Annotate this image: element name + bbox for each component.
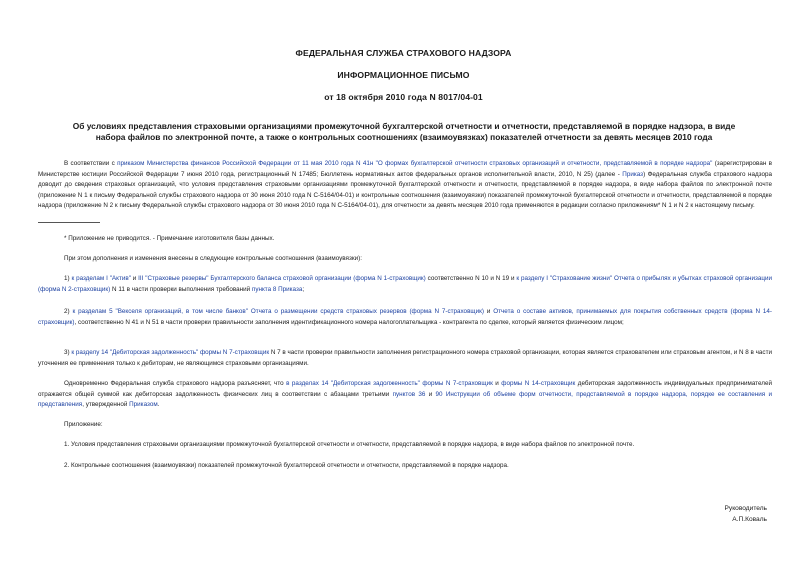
link-assets-report[interactable]: Отчета о составе активов, принимаемых для покрытия собственных средств (форма N 14-страховщик) xyxy=(38,308,772,326)
link-sections-14-form-7[interactable]: в разделах 14 "Дебиторская задолженность" формы N 7-страховщик xyxy=(286,380,493,387)
link-order[interactable]: Приказ xyxy=(622,170,644,178)
link-item-36[interactable]: пунктов 36 xyxy=(392,390,426,398)
link-order-41n[interactable]: приказом Министерства финансов Российской Федерации от 11 мая 2010 года N 41н "О формах бухгалтерской отчетности страховых организаций и отчетности, представляемой в порядке надзора" xyxy=(117,160,713,167)
link-section-iii-reserves[interactable]: III "Страховые резервы" Бухгалтерского баланса страховой организации (форма N 1-страховщик) xyxy=(138,275,426,282)
subject-line-2: набора файлов по электронной почте, а также о контрольных соотношениях (взаимоувязках) показателей отчетности за девять месяцев 2010 года xyxy=(95,132,713,142)
document-date-number: от 18 октября 2010 года N 8017/04-01 xyxy=(324,92,483,102)
link-order-approved[interactable]: Приказом xyxy=(129,401,158,408)
link-section-i-life-insurance[interactable]: к разделу I "Страхование жизни" Отчета о прибылях и убытках страховой организации (форма N 2-страховщик) xyxy=(38,275,772,293)
signatory-name: А.П.Коваль xyxy=(732,516,767,523)
link-order-item-8[interactable]: пункта 8 Приказа xyxy=(251,285,303,293)
appendix-item-1: 1. Условия представления страховыми организациями промежуточной бухгалтерской отчетности и отчетности, представляемой в порядке надзора, в виде набора файлов по электронной почте. xyxy=(64,441,635,448)
agency-title: ФЕДЕРАЛЬНАЯ СЛУЖБА СТРАХОВОГО НАДЗОРА xyxy=(295,48,512,58)
appendix-item-2: 2. Контрольные соотношения (взаимоувязки) показателей промежуточной бухгалтерской отчетности и отчетности, представляемой в порядке надзора. xyxy=(64,462,509,469)
link-item-90-instruction[interactable]: 90 Инструкции об объеме форм отчетности, представляемой в порядке надзора, порядке ее составления и представления xyxy=(38,390,772,408)
list-item-3: 3) к разделу 14 "Дебиторская задолженность" формы N 7-страховщик N 7 в части проверки правильности заполнения регистрационного номера страховой организации, которая является страхователем или страховым агентом, и N 8 в части уточнения ее применения только к дебиторам, не являющимся страховыми организациями. xyxy=(38,349,772,367)
link-section-5-bills[interactable]: к разделам 5 "Векселя организаций, в том числе банков" Отчета о размещении средств страховых резервов (форма N 7-страховщик) xyxy=(72,308,484,315)
link-form-14[interactable]: формы N 14-страховщик xyxy=(501,380,576,387)
intro-paragraph: В соответствии с приказом Министерства финансов Российской Федерации от 11 мая 2010 года N 41н "О формах бухгалтерской отчетности страховых организаций и отчетности, представляемой в порядке надзора" (зарегистрирован в Министерстве юстиции Российской Федерации 7 июня 2010 года, регистрационный N 17485; Бюллетень нормативных актов федеральных органов исполнительной власти, 2010, N 25) (далее - Приказ) Федеральная служба страхового надзора доводит до сведения страховых организаций, что условия представления страховыми организациями промежуточной бухгалтерской отчетности и отчетности, представляемой в порядке надзора, в виде набора файлов по электронной почте (приложение N 1 к письму Федеральной службы страхового надзора от 30 июня 2010 года N С-5164/04-01) и контрольные соотношения (взаимоувязки) показателей промежуточной бухгалтерской отчетности и отчетности, представляемой в порядке надзора (приложение N 2 к письму Федеральной службы страхового надзора от 30 июня 2010 года N С-5164/04-01), для отчетности за девять месяцев 2010 года применяются в редакции согласно приложениям* N 1 и N 2 к настоящему письму. xyxy=(38,160,773,209)
footnote-divider xyxy=(38,222,100,223)
clarification-paragraph: Одновременно Федеральная служба страхового надзора разъясняет, что в разделах 14 "Дебиторская задолженность" формы N 7-страховщик и формы N 14-страховщик дебиторская задолженность индивидуальных предпринимателей отражается общей суммой как дебиторская задолженность физических лиц в соответствии с абзацами третьими пунктов 36 и 90 Инструкции об объеме форм отчетности, представляемой в порядке надзора, порядке ее составления и представления, утвержденной Приказом. xyxy=(38,380,772,408)
signature-block xyxy=(567,503,767,525)
link-section-14-receivables[interactable]: к разделу 14 "Дебиторская задолженность" формы N 7-страховщик xyxy=(71,349,270,356)
appendix-label: Приложение: xyxy=(64,421,103,428)
list-item-2: 2) к разделам 5 "Векселя организаций, в том числе банков" Отчета о размещении средств страховых резервов (форма N 7-страховщик) и Отчета о составе активов, принимаемых для покрытия собственных средств (форма N 14-страховщик), соответственно N 41 и N 51 в части проверки правильности заполнения идентификационного номера налогоплательщика - контрагента по сделке, который является физическим лицом; xyxy=(38,308,772,326)
subject-line-1: Об условиях представления страховыми организациями промежуточной бухгалтерской отчетности и отчетности, представляемой в порядке надзора, в виде xyxy=(72,121,736,131)
changes-intro: При этом дополнения и изменения внесены в следующие контрольные соотношения (взаимоувязки): xyxy=(64,255,362,262)
document-subject xyxy=(44,121,764,143)
list-item-1: 1) к разделам I "Актив" и III "Страховые резервы" Бухгалтерского баланса страховой организации (форма N 1-страховщик) соответственно N 10 и N 19 и к разделу I "Страхование жизни" Отчета о прибылях и убытках страховой организации (форма N 2-страховщик) N 11 в части проверки выполнения требований пункта 8 Приказа; xyxy=(38,275,772,293)
footnote: * Приложение не приводится. - Примечание изготовителя базы данных. xyxy=(64,235,275,242)
link-section-i-assets[interactable]: к разделам I "Актив" xyxy=(71,275,131,282)
document-type: ИНФОРМАЦИОННОЕ ПИСЬМО xyxy=(337,70,470,80)
signatory-title: Руководитель xyxy=(724,505,767,512)
